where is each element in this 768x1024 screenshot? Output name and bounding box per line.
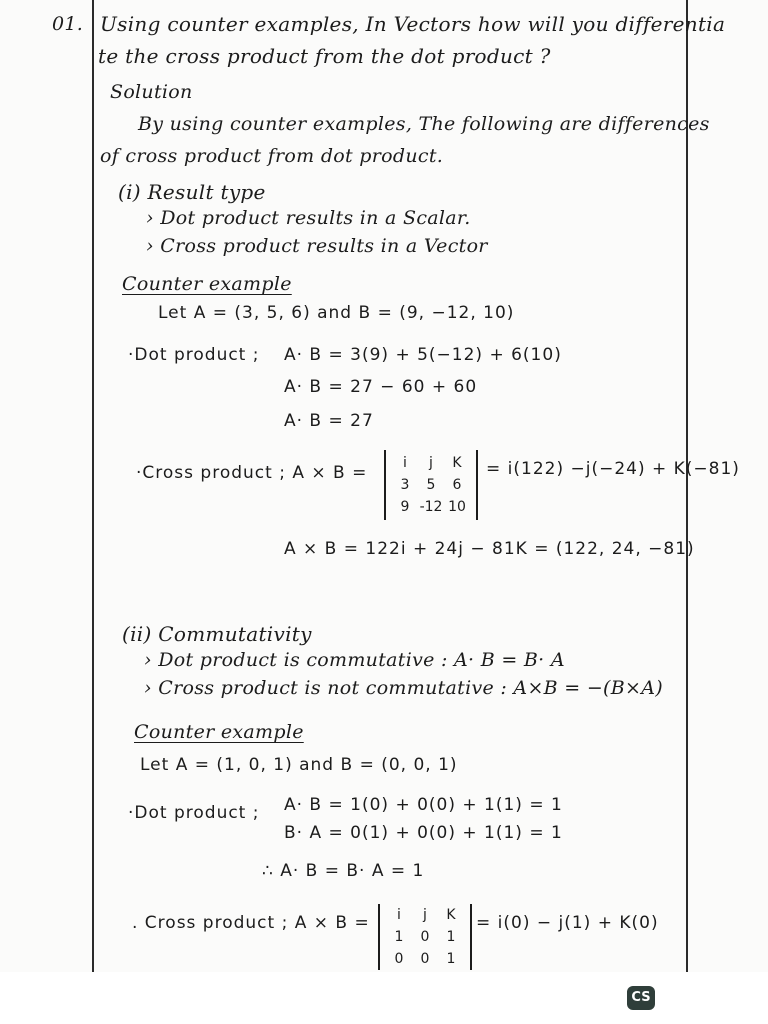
part1-dot-eq-1: A· B = 3(9) + 5(−12) + 6(10) <box>284 345 562 365</box>
part2-cross-label: . Cross product ; A × B = <box>132 913 370 933</box>
det-cell: 3 <box>400 477 410 493</box>
det-cell: j <box>429 455 433 471</box>
part1-let-line: Let A = (3, 5, 6) and B = (9, −12, 10) <box>158 303 515 323</box>
det-row <box>386 904 464 926</box>
part2-dot-eq-2: B· A = 0(1) + 0(0) + 1(1) = 1 <box>284 823 563 843</box>
part2-bullet-2: › Cross product is not commutative : A×B = −(B×A) <box>144 677 663 699</box>
det-row <box>386 948 464 970</box>
det-row <box>392 496 470 518</box>
margin-line <box>92 0 94 972</box>
part1-dot-label: ·Dot product ; <box>128 345 260 365</box>
question-line-2: te the cross product from the dot product ? <box>98 44 551 68</box>
part2-counter-label: Counter example <box>134 721 304 743</box>
det-row <box>392 474 470 496</box>
part2-bullet-1: › Dot product is commutative : A· B = B· A <box>144 649 565 671</box>
det-row <box>386 926 464 948</box>
det-cell: -12 <box>419 499 443 515</box>
det-row <box>392 452 470 474</box>
intro-line-2: of cross product from dot product. <box>100 145 444 167</box>
part2-determinant <box>378 904 472 970</box>
part1-cross-expand: = i(122) −j(−24) + K(−81) <box>486 459 740 479</box>
part1-dot-eq-2: A· B = 27 − 60 + 60 <box>284 377 478 397</box>
question-number: 01. <box>52 13 84 35</box>
question-line-1: Using counter examples, In Vectors how will you differentia <box>100 12 726 36</box>
part2-heading: (ii) Commutativity <box>122 622 312 646</box>
det-cell: K <box>452 455 462 471</box>
det-cell: 1 <box>446 951 456 967</box>
det-cell: j <box>423 907 427 923</box>
part1-counter-label: Counter example <box>122 273 292 295</box>
part1-bullet-2: › Cross product results in a Vector <box>146 235 488 257</box>
part1-dot-eq-3: A· B = 27 <box>284 411 374 431</box>
det-cell: K <box>446 907 456 923</box>
det-cell: 6 <box>452 477 462 493</box>
part2-dot-label: ·Dot product ; <box>128 803 260 823</box>
det-cell: i <box>397 907 401 923</box>
det-cell: 1 <box>446 929 456 945</box>
part1-determinant <box>384 450 478 520</box>
det-cell: 0 <box>420 951 430 967</box>
camscanner-logo-icon: CS <box>627 986 655 1010</box>
det-cell: i <box>403 455 407 471</box>
det-cell: 9 <box>400 499 410 515</box>
det-cell: 0 <box>394 951 404 967</box>
det-cell: 1 <box>394 929 404 945</box>
right-margin-line <box>686 0 688 972</box>
part2-let-line: Let A = (1, 0, 1) and B = (0, 0, 1) <box>140 755 458 775</box>
det-cell: 10 <box>448 499 466 515</box>
intro-line-1: By using counter examples, The following are differences <box>138 113 710 135</box>
part2-cross-expand: = i(0) − j(1) + K(0) <box>476 913 659 933</box>
part1-bullet-1: › Dot product results in a Scalar. <box>146 207 471 229</box>
part1-cross-result: A × B = 122i + 24j − 81K = (122, 24, −81) <box>284 539 695 559</box>
det-cell: 5 <box>426 477 436 493</box>
part1-heading: (i) Result type <box>118 180 266 204</box>
part2-dot-eq-1: A· B = 1(0) + 0(0) + 1(1) = 1 <box>284 795 563 815</box>
part2-dot-eq-3: ∴ A· B = B· A = 1 <box>262 861 425 881</box>
det-cell: 0 <box>420 929 430 945</box>
solution-label: Solution <box>110 81 193 103</box>
part1-cross-label: ·Cross product ; A × B = <box>136 463 368 483</box>
